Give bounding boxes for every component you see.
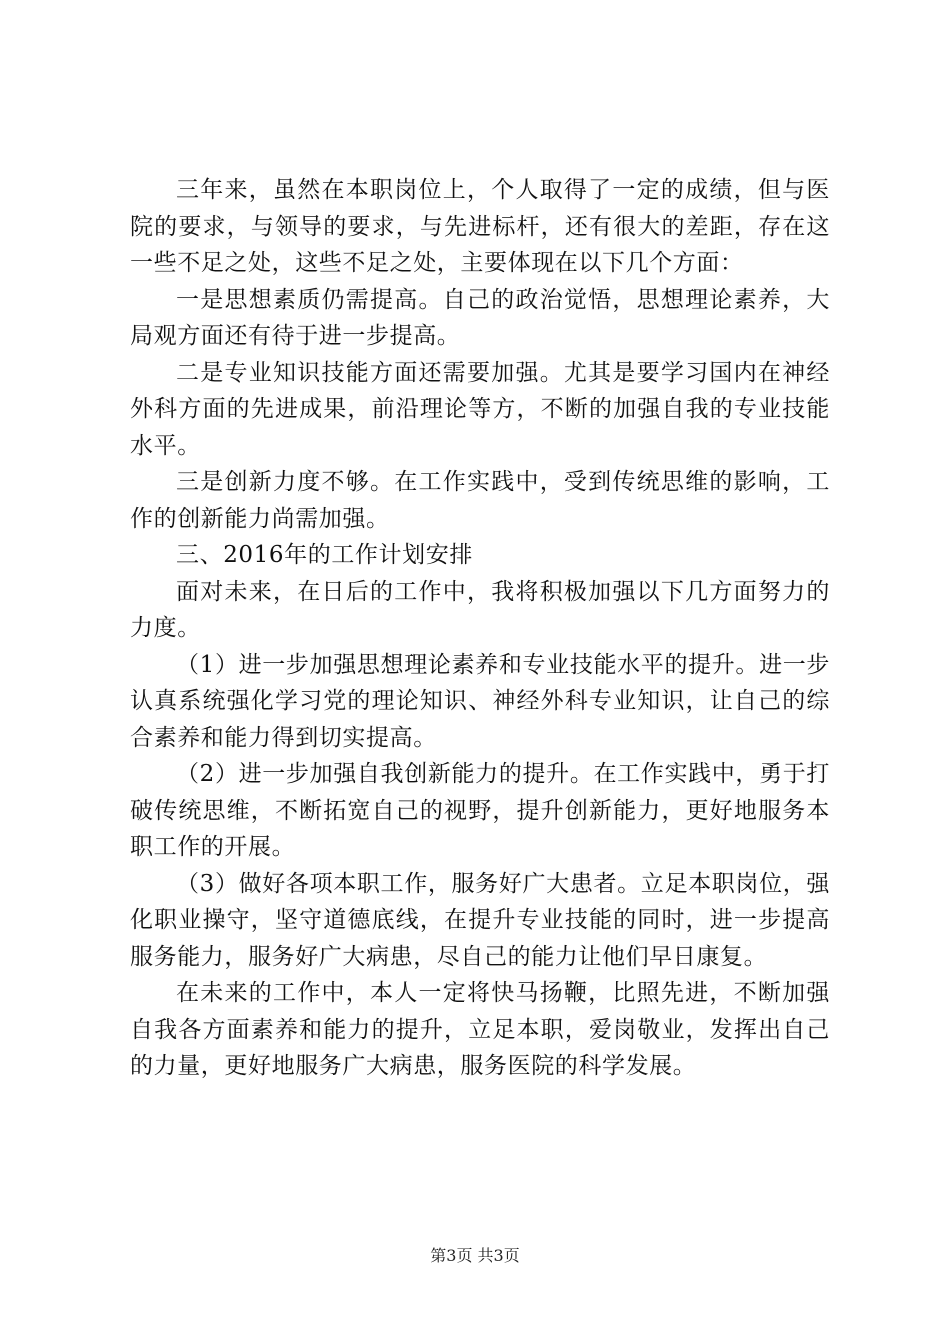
paragraph-point-one: 一是思想素质仍需提高。自己的政治觉悟，思想理论素养，大局观方面还有待于进一步提高。 bbox=[130, 286, 830, 349]
paragraph-point-two: 二是专业知识技能方面还需要加强。尤其是要学习国内在神经外科方面的先进成果，前沿理论等方，不断的加强自我的专业技能水平。 bbox=[130, 359, 830, 459]
paragraph-plan-intro: 面对未来，在日后的工作中，我将积极加强以下几方面努力的力度。 bbox=[130, 578, 830, 641]
document-body bbox=[130, 172, 830, 1085]
paragraph-conclusion: 在未来的工作中，本人一定将快马扬鞭，比照先进，不断加强自我各方面素养和能力的提升，立足本职，爱岗敬业，发挥出自己的力量，更好地服务广大病患，服务医院的科学发展。 bbox=[130, 980, 830, 1079]
paragraph-shortcomings-intro: 三年来，虽然在本职岗位上，个人取得了一定的成绩，但与医院的要求，与领导的要求，与先进标杆，还有很大的差距，存在这一些不足之处，这些不足之处，主要体现在以下几个方面： bbox=[130, 177, 830, 276]
page-number-footer: 第3页 共3页 bbox=[430, 1246, 520, 1265]
section-heading-work-plan: 三、2016年的工作计划安排 bbox=[176, 542, 473, 568]
paragraph-point-three: 三是创新力度不够。在工作实践中，受到传统思维的影响，工作的创新能力尚需加强。 bbox=[130, 469, 830, 532]
paragraph-plan-item-3: （3）做好各项本职工作，服务好广大患者。立足本职岗位，强化职业操守，坚守道德底线，在提升专业技能的同时，进一步提高服务能力，服务好广大病患，尽自己的能力让他们早日康复。 bbox=[130, 870, 830, 970]
paragraph-plan-item-1: （1）进一步加强思想理论素养和专业技能水平的提升。进一步认真系统强化学习党的理论知识、神经外科专业知识，让自己的综合素养和能力得到切实提高。 bbox=[130, 651, 830, 751]
paragraph-plan-item-2: （2）进一步加强自我创新能力的提升。在工作实践中，勇于打破传统思维，不断拓宽自己的视野，提升创新能力，更好地服务本职工作的开展。 bbox=[130, 761, 830, 860]
